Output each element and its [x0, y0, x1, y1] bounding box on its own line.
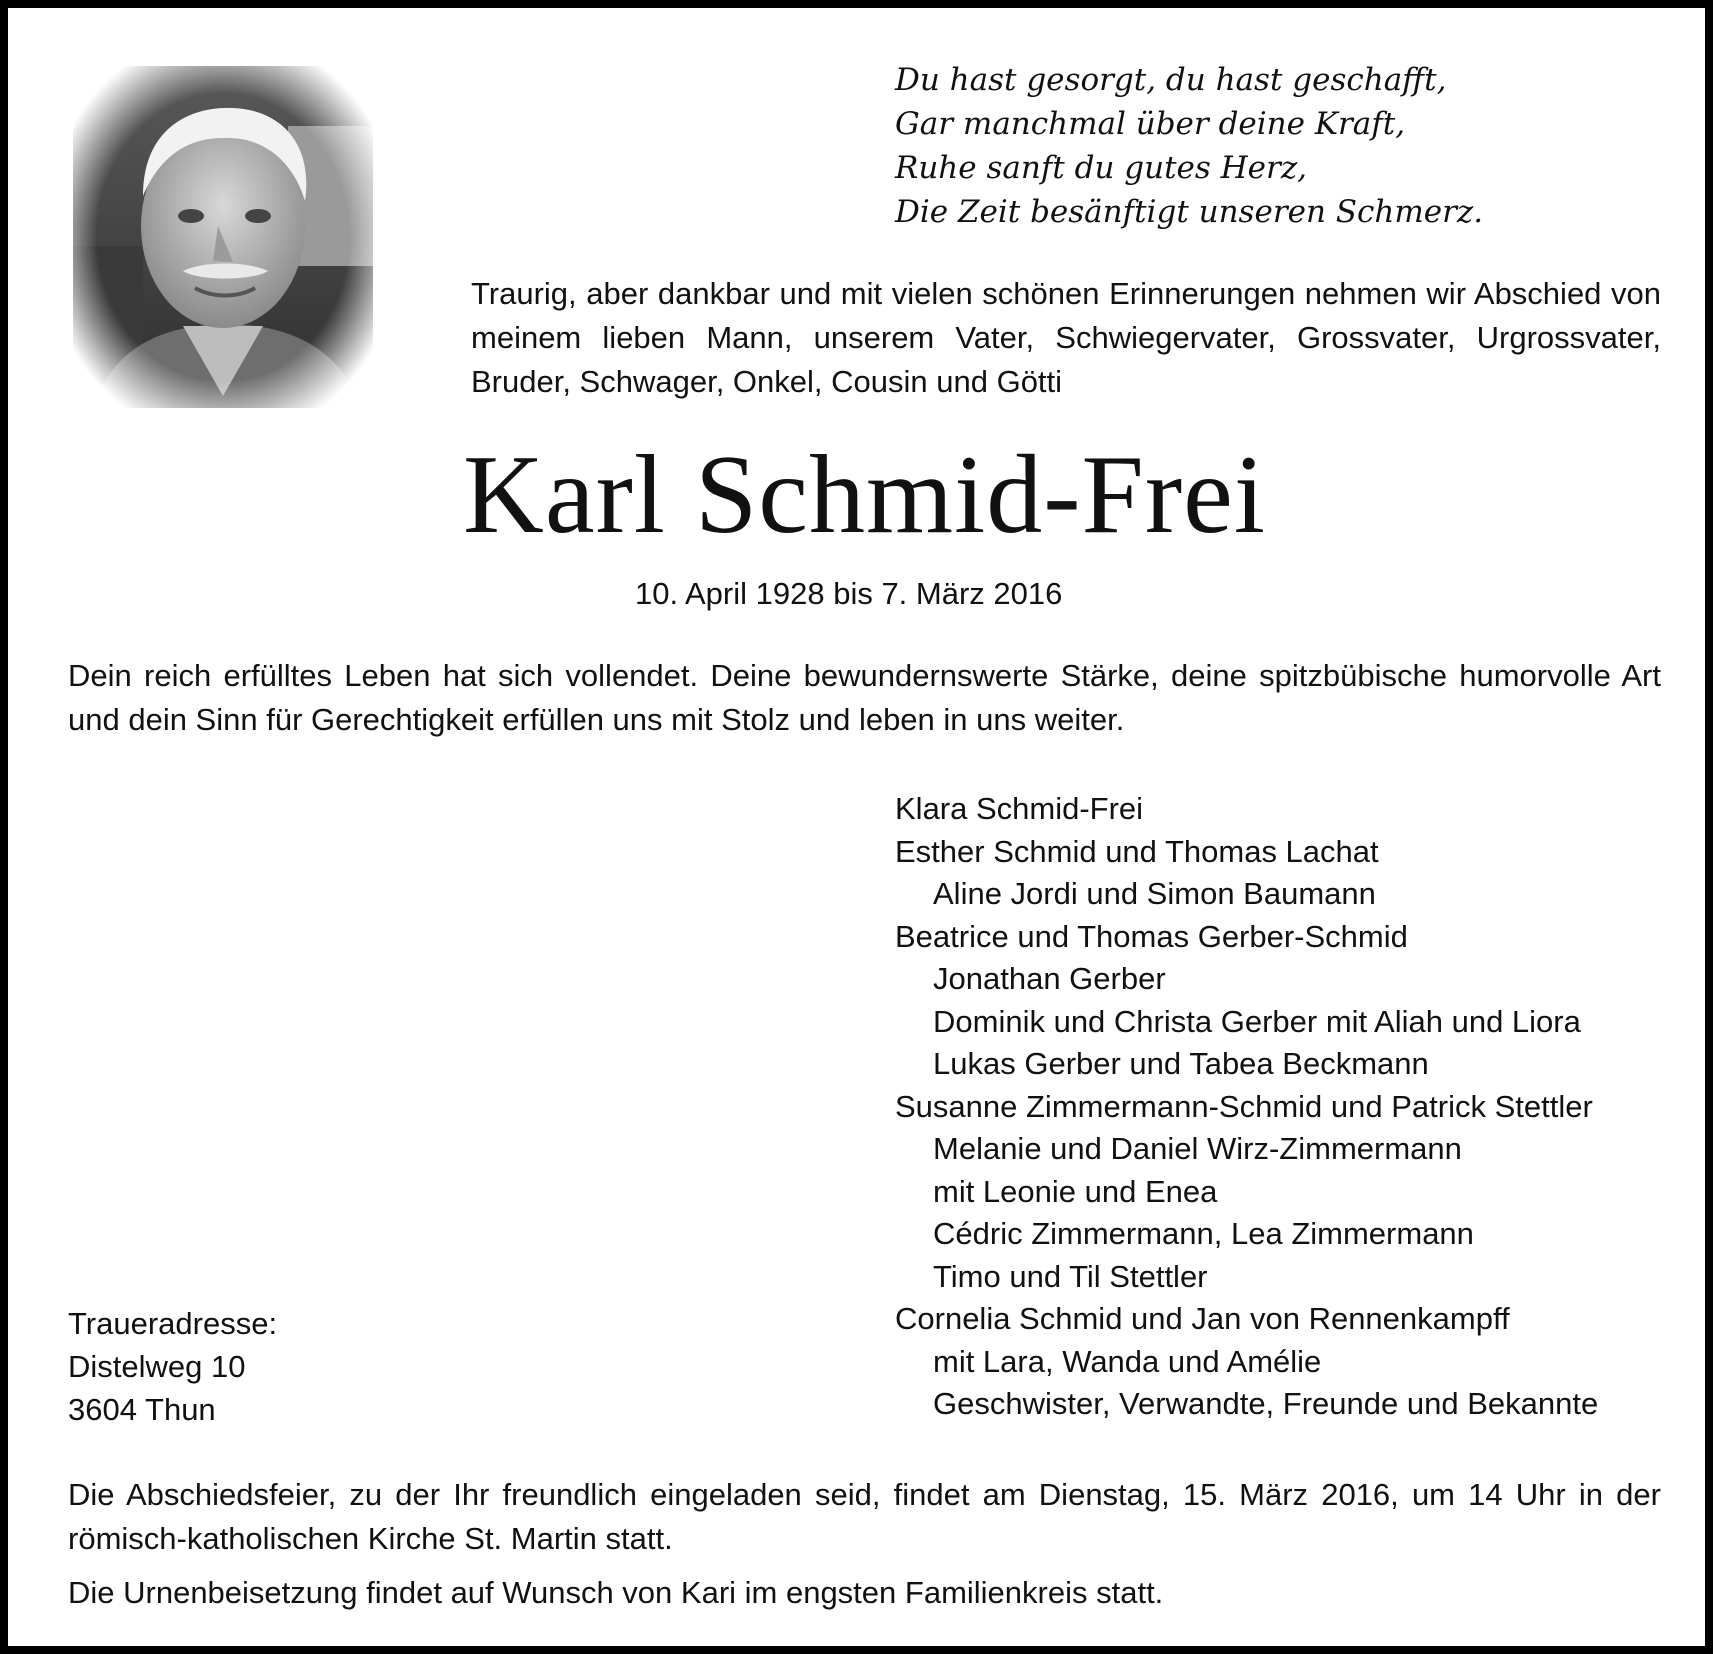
urn-burial-note: Die Urnenbeisetzung findet auf Wunsch von Kari im engsten Familienkreis statt.	[68, 1575, 1164, 1610]
family-member: Jonathan Gerber	[933, 961, 1166, 996]
poem-line: Du hast gesorgt, du hast geschafft,	[895, 62, 1447, 98]
address-city: 3604 Thun	[68, 1392, 216, 1427]
poem-line: Gar manchmal über deine Kraft,	[895, 106, 1406, 142]
poem-line: Die Zeit besänftigt unseren Schmerz.	[895, 194, 1484, 230]
poem-line: Ruhe sanft du gutes Herz,	[895, 150, 1308, 186]
family-member: Timo und Til Stettler	[933, 1258, 1208, 1294]
mourning-address	[68, 1302, 277, 1431]
life-dates: 10. April 1928 bis 7. März 2016	[635, 576, 1063, 611]
family-member: Susanne Zimmermann-Schmid und Patrick Stettler	[895, 1088, 1593, 1124]
poem	[895, 58, 1483, 234]
ceremony-paragraph: Die Abschiedsfeier, zu der Ihr freundlich eingeladen seid, findet am Dienstag, 15. März 2016, um 14 Uhr in der römisch-katholischen Kirche St. Martin statt.	[68, 1477, 1661, 1556]
family-member: Esther Schmid und Thomas Lachat	[895, 833, 1379, 869]
family-member: Dominik und Christa Gerber mit Aliah und Liora	[933, 1003, 1581, 1039]
family-member: Klara Schmid-Frei	[895, 791, 1144, 826]
tribute-paragraph: Dein reich erfülltes Leben hat sich vollendet. Deine bewundernswerte Stärke, deine spitzbübische humorvolle Art und dein Sinn für Gerechtigkeit erfüllen uns mit Stolz und leben in uns weiter.	[68, 658, 1661, 737]
family-member: Cornelia Schmid und Jan von Rennenkampff	[895, 1301, 1510, 1336]
family-member: Geschwister, Verwandte, Freunde und Bekannte	[933, 1386, 1599, 1421]
address-street: Distelweg 10	[68, 1349, 246, 1384]
deceased-name: Karl Schmid-Frei	[463, 433, 1266, 557]
intro-paragraph: Traurig, aber dankbar und mit vielen schönen Erinnerungen nehmen wir Abschied von meinem lieben Mann, unserem Vater, Schwiegervater, Grossvater, Urgrossvater, Bruder, Schwager, Onkel, Cousin und Götti	[471, 276, 1661, 399]
family-member: Beatrice und Thomas Gerber-Schmid	[895, 918, 1408, 954]
family-member: mit Lara, Wanda und Amélie	[933, 1343, 1322, 1379]
family-member: mit Leonie und Enea	[933, 1173, 1218, 1209]
family-member: Aline Jordi und Simon Baumann	[933, 876, 1376, 911]
family-list	[895, 788, 1598, 1426]
family-member: Lukas Gerber und Tabea Beckmann	[933, 1046, 1429, 1081]
family-member: Melanie und Daniel Wirz-Zimmermann	[933, 1131, 1462, 1166]
family-member: Cédric Zimmermann, Lea Zimmermann	[933, 1216, 1474, 1251]
portrait-photo	[73, 66, 373, 408]
address-label: Traueradresse:	[68, 1306, 278, 1341]
